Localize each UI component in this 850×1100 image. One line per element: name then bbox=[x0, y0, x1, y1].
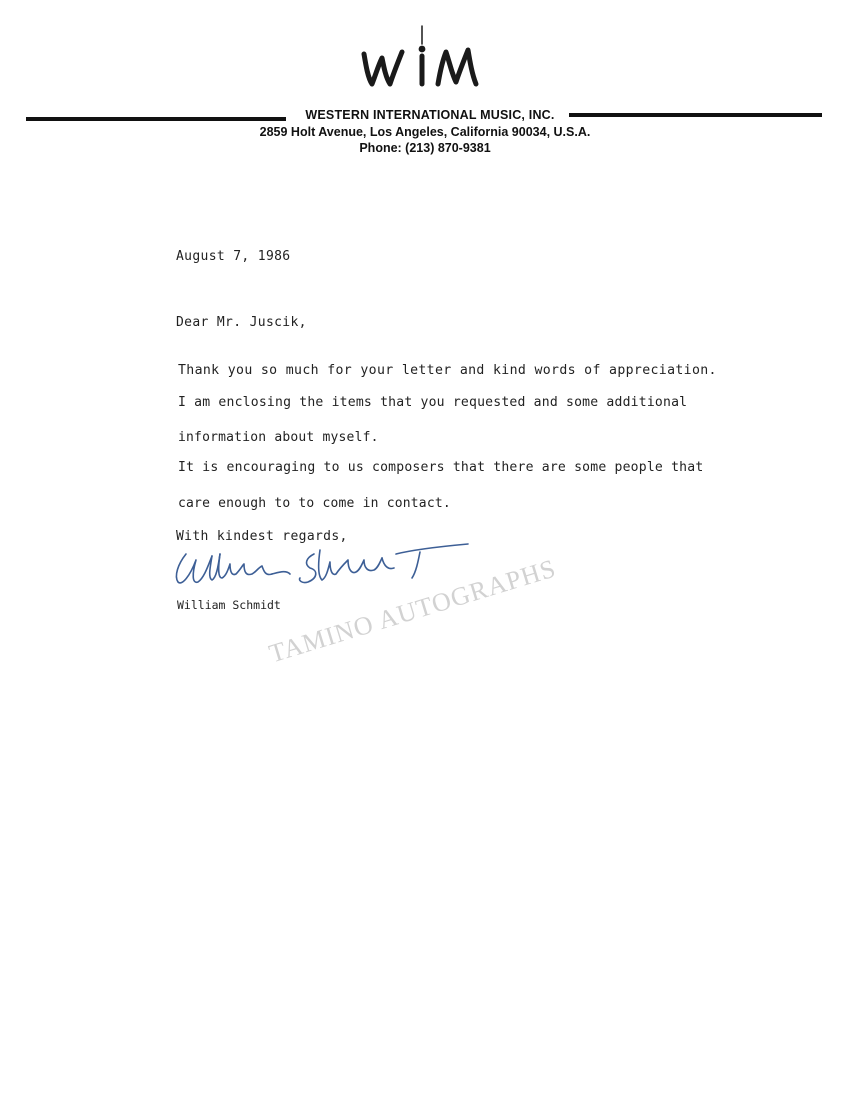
signer-name: William Schmidt bbox=[177, 598, 281, 612]
letterhead-rule-left bbox=[26, 117, 286, 121]
company-address: 2859 Holt Avenue, Los Angeles, California 90034, U.S.A. bbox=[259, 125, 591, 139]
body-line-1: Thank you so much for your letter and kind words of appreciation. bbox=[178, 363, 717, 378]
handwritten-signature bbox=[168, 540, 480, 592]
letter-date: August 7, 1986 bbox=[176, 249, 291, 264]
company-phone: Phone: (213) 870-9381 bbox=[359, 141, 491, 155]
body-line-2: I am enclosing the items that you requested and some additional bbox=[178, 395, 688, 410]
watermark: TAMINO AUTOGRAPHS bbox=[265, 553, 560, 669]
wim-logo bbox=[356, 22, 490, 92]
letterhead-rule-right bbox=[569, 113, 822, 117]
body-line-4: It is encouraging to us composers that there are some people that bbox=[178, 460, 704, 475]
company-name: WESTERN INTERNATIONAL MUSIC, INC. bbox=[305, 108, 555, 122]
letter-salutation: Dear Mr. Juscik, bbox=[176, 315, 307, 330]
letter-closing: With kindest regards, bbox=[176, 529, 348, 544]
body-line-5: care enough to to come in contact. bbox=[178, 496, 451, 511]
body-line-3: information about myself. bbox=[178, 430, 379, 445]
